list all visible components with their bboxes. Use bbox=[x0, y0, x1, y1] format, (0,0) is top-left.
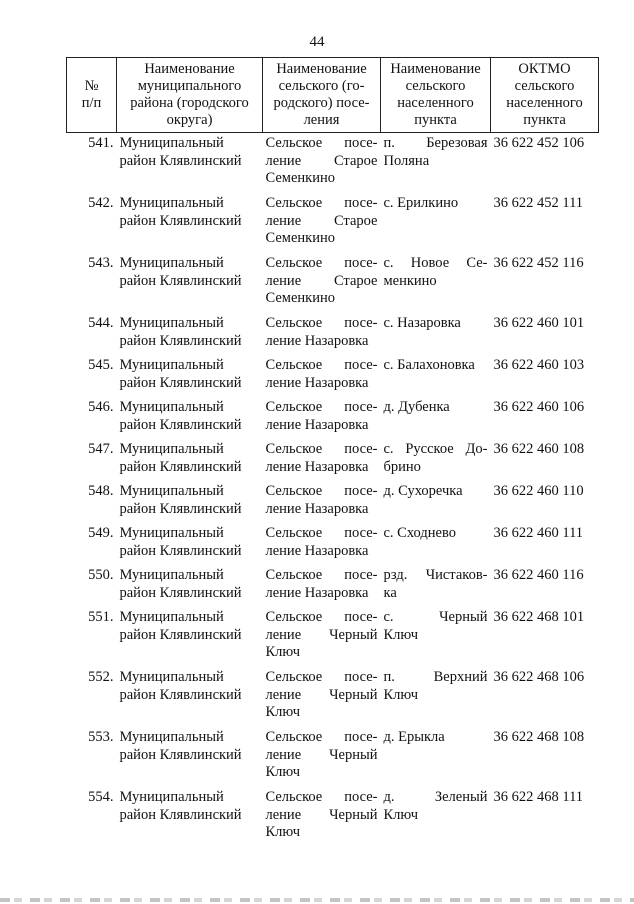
cell-locality bbox=[381, 667, 491, 727]
cell-line: Сельское посе- bbox=[265, 315, 378, 331]
cell-locality bbox=[381, 481, 491, 523]
cell-locality bbox=[381, 565, 491, 607]
cell-settlement bbox=[263, 355, 381, 397]
cell-line: Семенкино bbox=[265, 290, 335, 306]
table-body bbox=[67, 133, 599, 848]
cell-oktmo: 36 622 460 108 bbox=[493, 441, 585, 457]
header-line: п/п bbox=[81, 95, 102, 111]
header-line: сельского bbox=[514, 78, 575, 94]
table-row bbox=[67, 481, 599, 523]
cell-locality bbox=[381, 787, 491, 847]
cell-locality bbox=[381, 439, 491, 481]
table-row bbox=[67, 355, 599, 397]
cell-line: брино bbox=[383, 458, 421, 475]
cell-line: Сельское посе- bbox=[265, 399, 378, 415]
cell-line: район Клявлинский bbox=[119, 374, 242, 391]
header-locality bbox=[381, 58, 491, 133]
cell-settlement bbox=[263, 787, 381, 847]
cell-locality bbox=[381, 355, 491, 397]
cell-oktmo: 36 622 468 106 bbox=[493, 669, 585, 685]
cell-oktmo: 36 622 452 106 bbox=[493, 135, 585, 151]
header-row bbox=[67, 58, 599, 133]
cell-settlement bbox=[263, 667, 381, 727]
cell-line: Муниципальный bbox=[119, 669, 224, 685]
cell-district bbox=[117, 397, 263, 439]
cell-district bbox=[117, 607, 263, 667]
cell-line: Ключ bbox=[265, 704, 300, 720]
header-settlement bbox=[263, 58, 381, 133]
cell-settlement bbox=[263, 439, 381, 481]
cell-line: п. Березовая bbox=[383, 135, 488, 151]
cell-oktmo: 36 622 468 101 bbox=[493, 609, 585, 625]
cell-district bbox=[117, 253, 263, 313]
cell-line: с. Назаровка bbox=[383, 315, 461, 331]
header-line: района (городского bbox=[130, 95, 249, 111]
cell-district bbox=[117, 439, 263, 481]
header-line: Наименование bbox=[276, 61, 367, 77]
cell-line: Муниципальный bbox=[119, 789, 224, 805]
cell-district bbox=[117, 523, 263, 565]
cell-num: 550. bbox=[88, 567, 114, 583]
cell-district bbox=[117, 355, 263, 397]
cell-line: Ключ bbox=[265, 644, 300, 660]
cell-settlement bbox=[263, 313, 381, 355]
cell-district bbox=[117, 313, 263, 355]
header-line: пункта bbox=[523, 112, 566, 128]
cell-settlement bbox=[263, 523, 381, 565]
cell-line: район Клявлинский bbox=[119, 152, 242, 169]
cell-line: с. Черный bbox=[383, 609, 488, 625]
header-line: родского) посе- bbox=[273, 95, 370, 111]
cell-line: с. Балахоновка bbox=[383, 357, 475, 373]
cell-num: 549. bbox=[88, 525, 114, 541]
header-oktmo bbox=[491, 58, 599, 133]
cell-line: ление Черный bbox=[265, 686, 378, 703]
cell-num: 551. bbox=[88, 609, 114, 625]
cell-line: Муниципальный bbox=[119, 399, 224, 415]
header-line: Наименование bbox=[144, 61, 235, 77]
cell-line: Сельское посе- bbox=[265, 729, 378, 745]
header-line: муниципального bbox=[137, 78, 242, 94]
cell-settlement bbox=[263, 607, 381, 667]
cell-line: район Клявлинский bbox=[119, 542, 242, 559]
table-row bbox=[67, 565, 599, 607]
cell-num: 554. bbox=[88, 789, 114, 805]
cell-num: 541. bbox=[88, 135, 114, 151]
cell-district bbox=[117, 481, 263, 523]
cell-district bbox=[117, 133, 263, 194]
cell-line: Сельское посе- bbox=[265, 195, 378, 211]
cell-line: Сельское посе- bbox=[265, 255, 378, 271]
header-line: населенного bbox=[397, 95, 474, 111]
cell-line: ление Назаровка bbox=[265, 584, 369, 601]
cell-line: п. Верхний bbox=[383, 669, 488, 685]
table-row bbox=[67, 607, 599, 667]
cell-locality bbox=[381, 397, 491, 439]
table-row bbox=[67, 313, 599, 355]
cell-line: Муниципальный bbox=[119, 195, 224, 211]
cell-line: Муниципальный bbox=[119, 315, 224, 331]
cell-line: д. Дубенка bbox=[383, 399, 450, 415]
cell-district bbox=[117, 193, 263, 253]
cell-line: район Клявлинский bbox=[119, 686, 242, 703]
cell-line: д. Ерыкла bbox=[383, 729, 445, 745]
table-row bbox=[67, 133, 599, 194]
cell-locality bbox=[381, 727, 491, 787]
cell-district bbox=[117, 727, 263, 787]
cell-line: ление Старое bbox=[265, 212, 378, 229]
cell-num: 552. bbox=[88, 669, 114, 685]
cell-num: 545. bbox=[88, 357, 114, 373]
cell-line: Муниципальный bbox=[119, 567, 224, 583]
cell-line: ление Назаровка bbox=[265, 416, 369, 433]
cell-line: ление Назаровка bbox=[265, 374, 369, 391]
cell-line: ка bbox=[383, 584, 397, 601]
cell-settlement bbox=[263, 397, 381, 439]
cell-num: 553. bbox=[88, 729, 114, 745]
cell-district bbox=[117, 667, 263, 727]
cell-line: Семенкино bbox=[265, 170, 335, 186]
cell-oktmo: 36 622 452 116 bbox=[493, 255, 584, 271]
cell-line: Муниципальный bbox=[119, 483, 224, 499]
cell-oktmo: 36 622 452 111 bbox=[493, 195, 584, 211]
cell-oktmo: 36 622 460 101 bbox=[493, 315, 585, 331]
cell-oktmo: 36 622 460 106 bbox=[493, 399, 585, 415]
cell-line: Муниципальный bbox=[119, 729, 224, 745]
cell-district bbox=[117, 565, 263, 607]
cell-line: район Клявлинский bbox=[119, 806, 242, 823]
cell-settlement bbox=[263, 727, 381, 787]
cell-line: с. Сходнево bbox=[383, 525, 456, 541]
cell-settlement bbox=[263, 481, 381, 523]
cell-oktmo: 36 622 460 116 bbox=[493, 567, 584, 583]
cell-oktmo: 36 622 468 111 bbox=[493, 789, 584, 805]
cell-line: менкино bbox=[383, 272, 437, 289]
cell-line: с. Русское До- bbox=[383, 441, 488, 457]
cell-line: ление Старое bbox=[265, 272, 378, 289]
cell-line: район Клявлинский bbox=[119, 458, 242, 475]
cell-oktmo: 36 622 460 111 bbox=[493, 525, 584, 541]
cell-line: Сельское посе- bbox=[265, 609, 378, 625]
header-line: ления bbox=[303, 112, 340, 128]
cell-locality bbox=[381, 607, 491, 667]
cell-line: д. Сухоречка bbox=[383, 483, 463, 499]
cell-line: рзд. Чистаков- bbox=[383, 567, 488, 583]
cell-line: Ключ bbox=[383, 806, 418, 823]
cell-num: 544. bbox=[88, 315, 114, 331]
header-line: сельского bbox=[405, 78, 466, 94]
cell-line: Муниципальный bbox=[119, 255, 224, 271]
cell-line: Сельское посе- bbox=[265, 135, 378, 151]
cell-line: Муниципальный bbox=[119, 135, 224, 151]
cell-line: район Клявлинский bbox=[119, 746, 242, 763]
cell-oktmo: 36 622 460 110 bbox=[493, 483, 584, 499]
cell-line: район Клявлинский bbox=[119, 500, 242, 517]
cell-line: Ключ bbox=[383, 626, 418, 643]
header-line: пункта bbox=[414, 112, 457, 128]
table-row bbox=[67, 667, 599, 727]
cell-line: ление Черный bbox=[265, 746, 378, 763]
cell-locality bbox=[381, 313, 491, 355]
cell-line: ление Назаровка bbox=[265, 542, 369, 559]
cell-oktmo: 36 622 460 103 bbox=[493, 357, 585, 373]
table-row bbox=[67, 439, 599, 481]
header-line: населенного bbox=[506, 95, 583, 111]
table-header bbox=[67, 58, 599, 133]
cell-oktmo: 36 622 468 108 bbox=[493, 729, 585, 745]
cell-line: Сельское посе- bbox=[265, 483, 378, 499]
cell-line: ление Черный bbox=[265, 806, 378, 823]
cell-line: Сельское посе- bbox=[265, 357, 378, 373]
cell-line: район Клявлинский bbox=[119, 272, 242, 289]
cell-settlement bbox=[263, 133, 381, 194]
table-row bbox=[67, 523, 599, 565]
cell-locality bbox=[381, 193, 491, 253]
header-district bbox=[117, 58, 263, 133]
header-line: округа) bbox=[166, 112, 213, 128]
cell-line: район Клявлинский bbox=[119, 584, 242, 601]
cell-num: 543. bbox=[88, 255, 114, 271]
table-row bbox=[67, 193, 599, 253]
header-line: № bbox=[84, 78, 99, 94]
header-line: сельского (го- bbox=[278, 78, 365, 94]
cell-line: ление Назаровка bbox=[265, 500, 369, 517]
cell-settlement bbox=[263, 253, 381, 313]
table-row bbox=[67, 397, 599, 439]
cell-line: Сельское посе- bbox=[265, 789, 378, 805]
cell-line: с. Ерилкино bbox=[383, 195, 459, 211]
page-number: 44 bbox=[309, 34, 325, 50]
cell-line: Сельское посе- bbox=[265, 669, 378, 685]
scan-edge-artifact bbox=[0, 898, 634, 902]
table-row bbox=[67, 727, 599, 787]
cell-line: Ключ bbox=[265, 824, 300, 840]
cell-line: Ключ bbox=[265, 764, 300, 780]
cell-line: Ключ bbox=[383, 686, 418, 703]
cell-line: район Клявлинский bbox=[119, 416, 242, 433]
cell-line: ление Назаровка bbox=[265, 332, 369, 349]
cell-line: Муниципальный bbox=[119, 441, 224, 457]
cell-line: Муниципальный bbox=[119, 525, 224, 541]
cell-line: Поляна bbox=[383, 152, 430, 169]
cell-line: Семенкино bbox=[265, 230, 335, 246]
cell-line: д. Зеленый bbox=[383, 789, 488, 805]
cell-num: 546. bbox=[88, 399, 114, 415]
cell-line: Муниципальный bbox=[119, 357, 224, 373]
cell-line: Муниципальный bbox=[119, 609, 224, 625]
header-num bbox=[67, 58, 117, 133]
cell-line: ление Назаровка bbox=[265, 458, 369, 475]
table-row bbox=[67, 253, 599, 313]
cell-line: Сельское посе- bbox=[265, 525, 378, 541]
cell-line: Сельское посе- bbox=[265, 567, 378, 583]
cell-num: 542. bbox=[88, 195, 114, 211]
table-row bbox=[67, 787, 599, 847]
cell-settlement bbox=[263, 565, 381, 607]
cell-line: с. Новое Се- bbox=[383, 255, 488, 271]
cell-line: ление Старое bbox=[265, 152, 378, 169]
cell-district bbox=[117, 787, 263, 847]
cell-settlement bbox=[263, 193, 381, 253]
cell-num: 548. bbox=[88, 483, 114, 499]
cell-line: ление Черный bbox=[265, 626, 378, 643]
header-line: ОКТМО bbox=[518, 61, 571, 77]
header-line: Наименование bbox=[390, 61, 481, 77]
cell-line: район Клявлинский bbox=[119, 212, 242, 229]
settlements-table bbox=[66, 57, 599, 847]
cell-locality bbox=[381, 523, 491, 565]
cell-line: район Клявлинский bbox=[119, 332, 242, 349]
cell-num: 547. bbox=[88, 441, 114, 457]
cell-locality bbox=[381, 253, 491, 313]
cell-line: Сельское посе- bbox=[265, 441, 378, 457]
cell-line: район Клявлинский bbox=[119, 626, 242, 643]
cell-locality bbox=[381, 133, 491, 194]
